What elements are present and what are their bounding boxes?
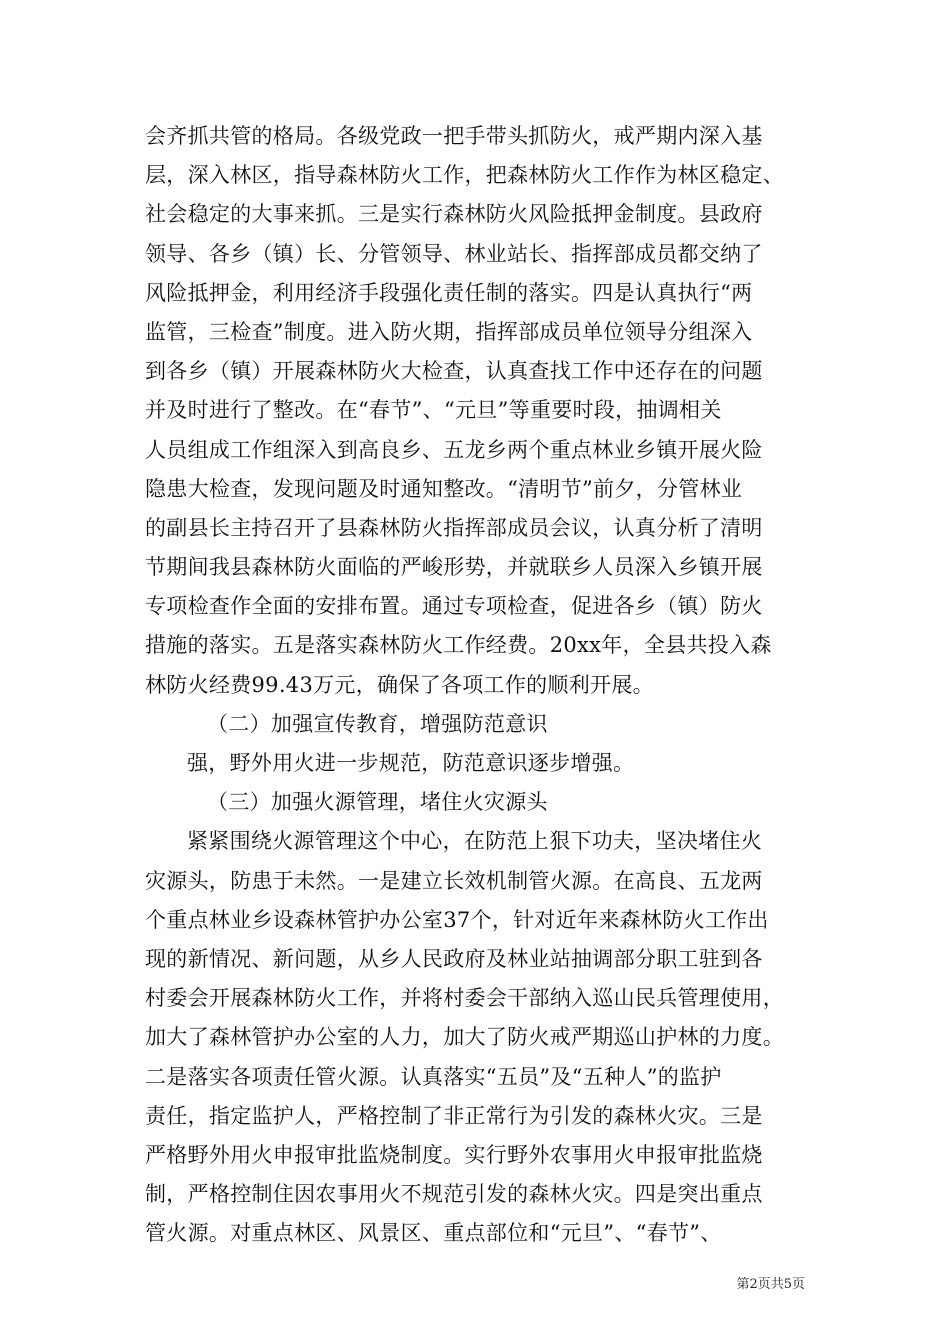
- text-line: 林防火经费99.43万元，确保了各项工作的顺利开展。: [145, 672, 654, 697]
- text-line: 社会稳定的大事来抓。三是实行森林防火风险抵押金制度。县政府: [145, 202, 763, 227]
- text-line: 风险抵押金，利用经济手段强化责任制的落实。四是认真执行“两: [145, 280, 753, 305]
- text-line: 制，严格控制住因农事用火不规范引发的森林火灾。四是突出重点: [145, 1182, 763, 1207]
- page-number: 第2页共5页: [736, 1277, 805, 1292]
- text-line: 现的新情况、新问题，从乡人民政府及林业站抽调部分职工驻到各: [145, 946, 763, 971]
- text-line: 监管，三检查”制度。进入防火期，指挥部成员单位领导分组深入: [145, 319, 753, 344]
- section-heading-3: （三）加强火源管理，堵住火灾源头: [207, 790, 548, 815]
- text-line: 领导、各乡（镇）长、分管领导、林业站长、指挥部成员都交纳了: [145, 241, 763, 266]
- text-line: 到各乡（镇）开展森林防火大检查，认真查找工作中还存在的问题: [145, 359, 763, 384]
- text-line: 个重点林业乡设森林管护办公室37个，针对近年来森林防火工作出: [145, 907, 769, 932]
- text-line: 二是落实各项责任管火源。认真落实“五员”及“五种人”的监护: [145, 1064, 722, 1089]
- text-line: 节期间我县森林防火面临的严峻形势，并就联乡人员深入乡镇开展: [145, 555, 763, 580]
- text-line: 人员组成工作组深入到高良乡、五龙乡两个重点林业乡镇开展火险: [145, 437, 763, 462]
- text-line: 并及时进行了整改。在“春节”、“元旦”等重要时段，抽调相关: [145, 398, 722, 423]
- text-line: 责任，指定监护人，严格控制了非正常行为引发的森林火灾。三是: [145, 1103, 763, 1128]
- text-line: 专项检查作全面的安排布置。通过专项检查，促进各乡（镇）防火: [145, 594, 763, 619]
- text-line: 层，深入林区，指导森林防火工作，把森林防火工作作为林区稳定、: [145, 163, 784, 188]
- text-line: 强，野外用火进一步规范，防范意识逐步增强。: [187, 751, 635, 775]
- text-line: 会齐抓共管的格局。各级党政一把手带头抓防火，戒严期内深入基: [145, 124, 763, 148]
- text-line: 灾源头，防患于未然。一是建立长效机制管火源。在高良、五龙两: [145, 868, 763, 893]
- text-line: 管火源。对重点林区、风景区、重点部位和“元旦”、“春节”、: [145, 1221, 722, 1246]
- text-line: 严格野外用火申报审批监烧制度。实行野外农事用火申报审批监烧: [145, 1142, 763, 1167]
- text-line: 村委会开展森林防火工作，并将村委会干部纳入巡山民兵管理使用，: [145, 986, 784, 1011]
- paragraph-first-line: 紧紧围绕火源管理这个中心，在防范上狠下功夫，坚决堵住火: [187, 829, 763, 854]
- text-line: 的副县长主持召开了县森林防火指挥部成员会议，认真分析了清明: [145, 515, 763, 540]
- text-line: 隐患大检查，发现问题及时通知整改。“清明节”前夕，分管林业: [145, 476, 743, 501]
- text-line: 加大了森林管护办公室的人力，加大了防火戒严期巡山护林的力度。: [145, 1025, 784, 1050]
- text-line: 措施的落实。五是落实森林防火工作经费。20xx年，全县共投入森: [145, 633, 772, 658]
- document-body: [145, 117, 810, 1253]
- section-heading-2: （二）加强宣传教育，增强防范意识: [207, 711, 548, 736]
